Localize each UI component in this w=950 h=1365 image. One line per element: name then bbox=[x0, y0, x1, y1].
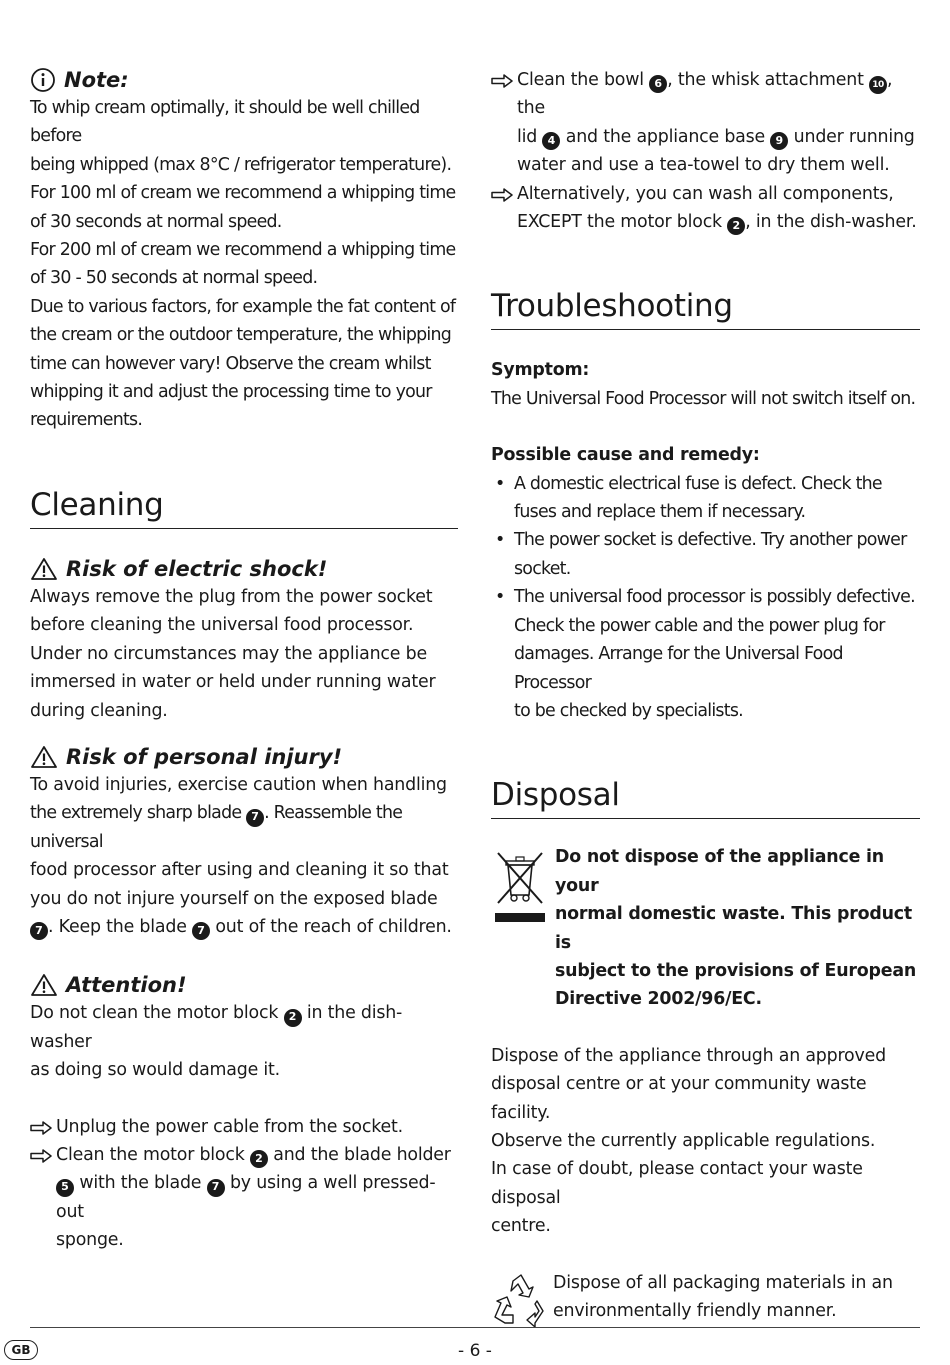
troubleshooting-title: Troubleshooting bbox=[491, 286, 920, 330]
disposal-line: In case of doubt, please contact your waste disposal bbox=[491, 1159, 863, 1208]
instruction-step bbox=[30, 1113, 458, 1141]
weee-line: Directive 2002/96/EC. bbox=[555, 989, 762, 1010]
right-column bbox=[491, 66, 920, 1333]
note-line: For 200 ml of cream we recommend a whipping time bbox=[30, 240, 456, 261]
shock-line: during cleaning. bbox=[30, 700, 168, 721]
note-line: time can however vary! Observe the cream whilst bbox=[30, 353, 431, 374]
left-column bbox=[30, 66, 458, 1255]
packaging-line: environmentally friendly manner. bbox=[553, 1301, 837, 1321]
remedy-line: damages. Arrange for the Universal Food Processor bbox=[514, 644, 843, 693]
attention-heading-text: Attention! bbox=[66, 973, 187, 998]
disposal-line: Dispose of the appliance through an approved bbox=[491, 1045, 886, 1066]
packaging-notice bbox=[491, 1269, 920, 1333]
note-line: of 30 - 50 seconds at normal speed. bbox=[30, 268, 318, 289]
remedy-line: to be checked by specialists. bbox=[514, 700, 743, 721]
injury-warning-heading bbox=[30, 743, 458, 771]
injury-line: 7 . Keep the blade 7 out of the reach of children. bbox=[30, 913, 458, 941]
arrow-right-icon bbox=[491, 74, 514, 88]
remedy-line: socket. bbox=[514, 558, 571, 579]
disposal-line: Observe the currently applicable regulations. bbox=[491, 1130, 876, 1151]
ref-number-badge: 7 bbox=[207, 1179, 225, 1197]
language-badge: GB bbox=[4, 1340, 38, 1360]
injury-warning-text: Risk of personal injury! bbox=[66, 744, 343, 769]
ref-number-badge: 2 bbox=[284, 1009, 302, 1027]
cause-label: Possible cause and remedy: bbox=[491, 445, 760, 466]
remedy-line: fuses and replace them if necessary. bbox=[514, 502, 806, 523]
attention-line: as doing so would damage it. bbox=[30, 1060, 280, 1081]
ref-number-badge: 7 bbox=[246, 809, 264, 827]
note-line: of 30 seconds at normal speed. bbox=[30, 211, 282, 232]
weee-line: subject to the provisions of European bbox=[555, 960, 917, 981]
weee-line: Do not dispose of the appliance in your bbox=[555, 847, 884, 896]
remedy-line: The power socket is defective. Try another power bbox=[514, 530, 907, 551]
weee-notice bbox=[491, 843, 920, 1013]
remedy-item bbox=[491, 583, 920, 725]
step-text: Alternatively, you can wash all components, bbox=[517, 183, 894, 204]
note-line: To whip cream optimally, it should be well chilled before bbox=[30, 98, 420, 147]
shock-line: Under no circumstances may the appliance be bbox=[30, 643, 427, 664]
injury-line: you do not injure yourself on the exposed blade bbox=[30, 888, 438, 909]
note-heading bbox=[30, 66, 458, 94]
step-text: Clean the motor block 2 and the blade holder bbox=[56, 1141, 458, 1169]
crossed-bin-icon bbox=[491, 843, 555, 1013]
attention-heading bbox=[30, 971, 458, 999]
note-line: For 100 ml of cream we recommend a whipping time bbox=[30, 183, 456, 204]
ref-number-badge: 6 bbox=[649, 75, 667, 93]
remedy-item bbox=[491, 470, 920, 527]
ref-number-badge: 9 bbox=[770, 132, 788, 150]
disposal-line: disposal centre or at your community waste facility. bbox=[491, 1074, 867, 1123]
note-heading-text: Note: bbox=[64, 68, 129, 92]
note-line: the cream or the outdoor temperature, the whipping bbox=[30, 325, 452, 346]
warning-triangle-icon bbox=[30, 745, 58, 769]
cleaning-title: Cleaning bbox=[30, 485, 458, 529]
step-text: EXCEPT the motor block 2 , in the dish-washer. bbox=[517, 208, 920, 236]
disposal-line: centre. bbox=[491, 1216, 551, 1237]
page-number: - 6 - bbox=[458, 1341, 492, 1361]
step-text: Unplug the power cable from the socket. bbox=[56, 1116, 403, 1137]
instruction-step bbox=[491, 66, 920, 180]
weee-text bbox=[555, 843, 920, 1013]
bullet-icon: • bbox=[495, 530, 506, 551]
note-line: requirements. bbox=[30, 410, 143, 431]
bullet-icon: • bbox=[495, 473, 506, 494]
note-line: being whipped (max 8°C / refrigerator temperature). bbox=[30, 154, 452, 175]
weee-line: normal domestic waste. This product is bbox=[555, 904, 913, 953]
remedy-line: Check the power cable and the power plug for bbox=[514, 615, 885, 636]
ref-number-badge: 10 bbox=[869, 76, 887, 94]
ref-number-badge: 2 bbox=[727, 217, 745, 235]
shock-warning-heading bbox=[30, 555, 458, 583]
disposal-title: Disposal bbox=[491, 775, 920, 819]
note-body bbox=[30, 94, 458, 435]
shock-warning-text: Risk of electric shock! bbox=[66, 556, 328, 581]
packaging-text bbox=[553, 1269, 920, 1333]
remedy-item bbox=[491, 526, 920, 583]
injury-line: To avoid injuries, exercise caution when handling bbox=[30, 774, 447, 795]
bullet-icon: • bbox=[495, 587, 506, 608]
remedy-line: A domestic electrical fuse is defect. Check the bbox=[514, 473, 882, 494]
step-text: 5 with the blade 7 by using a well pressed-out bbox=[56, 1173, 436, 1222]
disposal-body bbox=[491, 1042, 920, 1241]
step-text: water and use a tea-towel to dry them well. bbox=[517, 155, 890, 176]
info-icon bbox=[30, 67, 56, 93]
ref-number-badge: 5 bbox=[56, 1179, 74, 1197]
ref-number-badge: 7 bbox=[192, 922, 210, 940]
step-text: lid 4 and the appliance base 9 under running bbox=[517, 123, 920, 151]
remedy-list bbox=[491, 470, 920, 726]
warning-triangle-icon bbox=[30, 973, 58, 997]
packaging-line: Dispose of all packaging materials in an bbox=[553, 1272, 893, 1293]
attention-line: Do not clean the motor block 2 in the dish-washer bbox=[30, 1003, 403, 1052]
instruction-step bbox=[491, 180, 920, 237]
step-text: Clean the bowl 6 , the whisk attachment 10 , the bbox=[517, 70, 893, 119]
shock-line: immersed in water or held under running water bbox=[30, 672, 436, 693]
injury-line: the extremely sharp blade 7 . Reassemble the universal bbox=[30, 803, 403, 852]
symptom-label: Symptom: bbox=[491, 360, 590, 381]
warning-triangle-icon bbox=[30, 557, 58, 581]
note-line: Due to various factors, for example the fat content of bbox=[30, 296, 456, 317]
remedy-line: The universal food processor is possibly defective. bbox=[514, 587, 915, 608]
ref-number-badge: 2 bbox=[250, 1150, 268, 1168]
recycle-icon bbox=[491, 1269, 553, 1333]
instruction-step bbox=[30, 1141, 458, 1255]
step-text: sponge. bbox=[56, 1230, 124, 1251]
arrow-right-icon bbox=[30, 1121, 53, 1135]
shock-line: before cleaning the universal food processor. bbox=[30, 615, 414, 636]
symptom-text: The Universal Food Processor will not switch itself on. bbox=[491, 388, 916, 409]
note-line: whipping it and adjust the processing time to your bbox=[30, 382, 432, 403]
arrow-right-icon bbox=[491, 188, 514, 202]
footer-divider bbox=[30, 1327, 920, 1328]
ref-number-badge: 7 bbox=[30, 922, 48, 940]
arrow-right-icon bbox=[30, 1149, 53, 1163]
shock-warning-body bbox=[30, 583, 458, 725]
ref-number-badge: 4 bbox=[542, 132, 560, 150]
shock-line: Always remove the plug from the power socket bbox=[30, 586, 433, 607]
injury-line: food processor after using and cleaning it so that bbox=[30, 860, 449, 881]
